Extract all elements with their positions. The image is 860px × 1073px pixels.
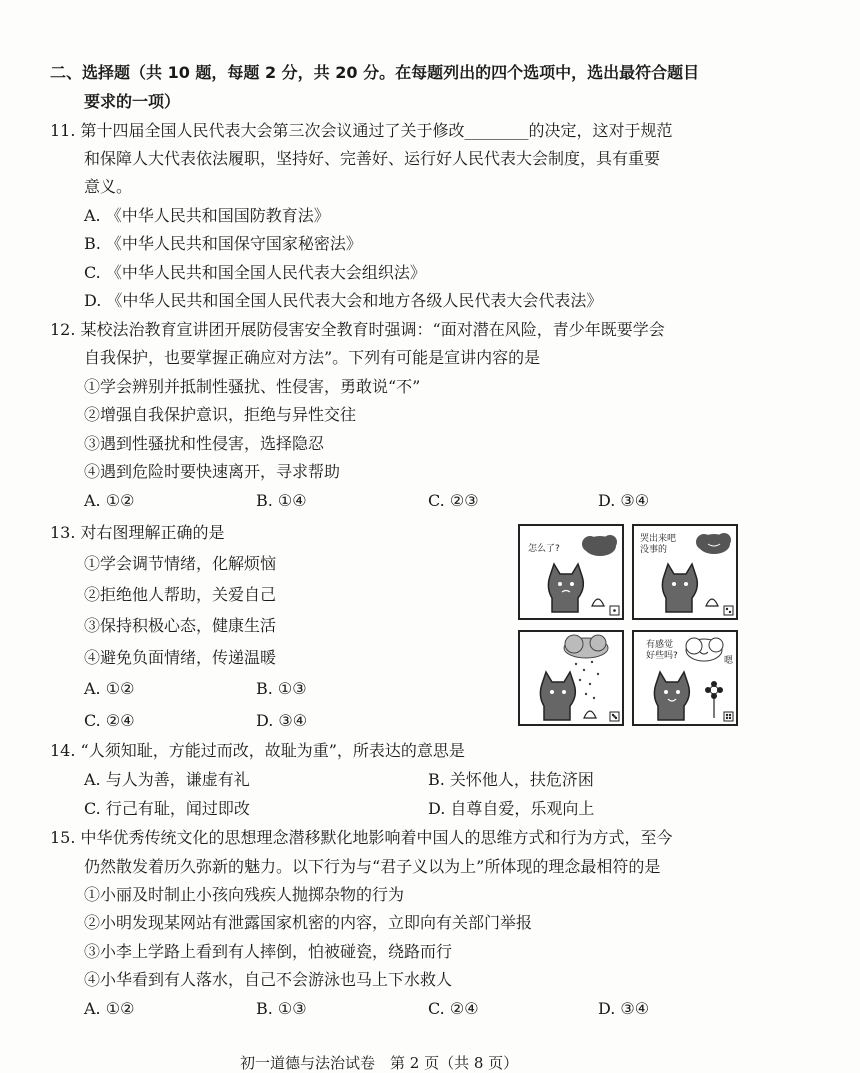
q13-stem: 13. 对右图理解正确的是 [50,523,225,542]
section-heading: 二、选择题（共 10 题，每题 2 分，共 20 分。在每题列出的四个选项中，选出最符合题目 [50,63,700,82]
q15-statement-4: ④小华看到有人落水，自己不会游泳也马上下水救人 [84,970,453,989]
q15-option-b[interactable]: B. ①③ [256,999,307,1018]
q13-statement-4: ④避免负面情绪，传递温暖 [84,648,277,667]
q12-option-b[interactable]: B. ①④ [256,491,307,510]
comic-panel-2 [632,524,738,620]
q14-option-d[interactable]: D. 自尊自爱，乐观向上 [428,799,595,818]
comic-speech-2b: 没事的 [640,545,668,555]
q11-stem-2: 和保障人大代表依法履职，坚持好、完善好、运行好人民代表大会制度，具有重要 [84,149,661,168]
cat-under-rain-cloud-icon [520,632,622,724]
q15-stem-2: 仍然散发着历久弥新的魅力。以下行为与“君子义以为上”所体现的理念最相符的是 [84,857,661,876]
q15-option-a[interactable]: A. ①② [84,999,135,1018]
q11-option-d[interactable]: D. 《中华人民共和国全国人民代表大会和地方各级人民代表大会代表法》 [84,291,603,310]
sad-cat-with-cloud-icon [520,526,622,618]
cat-with-smiling-cloud-icon [634,526,736,618]
q12-statement-2: ②增强自我保护意识，拒绝与异性交往 [84,405,357,424]
q12-stem-1: 12. 某校法治教育宣讲团开展防侵害安全教育时强调：“面对潜在风险，青少年既要学会 [50,320,665,339]
q15-option-c[interactable]: C. ②④ [428,999,479,1018]
q14-stem: 14. “人须知耻，方能过而改，故耻为重”，所表达的意思是 [50,741,465,760]
q13-option-d[interactable]: D. ③④ [256,711,308,730]
q14-option-a[interactable]: A. 与人为善，谦虚有礼 [84,770,250,789]
q13-option-a[interactable]: A. ①② [84,679,135,698]
q15-statement-2: ②小明发现某网站有泄露国家机密的内容，立即向有关部门举报 [84,913,533,932]
q13-option-c[interactable]: C. ②④ [84,711,135,730]
q15-option-d[interactable]: D. ③④ [598,999,650,1018]
q15-statement-3: ③小李上学路上看到有人摔倒，怕被碰瓷，绕路而行 [84,942,453,961]
q11-stem-1: 11. 第十四届全国人民代表大会第三次会议通过了关于修改________的决定，这对于规范 [50,121,673,140]
happy-cat-with-flower-icon [634,632,736,724]
comic-speech-2a: 哭出来吧 [640,534,677,544]
section-heading-cont: 要求的一项） [84,92,181,111]
q11-stem-3: 意义。 [84,177,133,196]
comic-figure [518,524,740,726]
q11-option-b[interactable]: B. 《中华人民共和国保守国家秘密法》 [84,234,362,253]
q12-option-a[interactable]: A. ①② [84,491,135,510]
comic-speech-1: 怎么了? [528,544,560,554]
comic-panel-1 [518,524,624,620]
comic-speech-4b: 好些吗? [646,651,678,661]
q14-option-b[interactable]: B. 关怀他人，扶危济困 [428,770,594,789]
q12-statement-4: ④遇到危险时要快速离开，寻求帮助 [84,462,341,481]
q11-option-c[interactable]: C. 《中华人民共和国全国人民代表大会组织法》 [84,263,426,282]
page-footer: 初一道德与法治试卷 第 2 页（共 8 页） [240,1054,519,1072]
comic-speech-4c: 嗯 [724,656,734,666]
q12-option-d[interactable]: D. ③④ [598,491,650,510]
q13-option-b[interactable]: B. ①③ [256,679,307,698]
q15-stem-1: 15. 中华优秀传统文化的思想理念潜移默化地影响着中国人的思维方式和行为方式，至今 [50,828,673,847]
q13-statement-3: ③保持积极心态，健康生活 [84,616,277,635]
q11-option-a[interactable]: A. 《中华人民共和国国防教育法》 [84,206,330,225]
comic-speech-4a: 有感觉 [646,640,674,650]
comic-panel-3 [518,630,624,726]
q12-statement-1: ①学会辨别并抵制性骚扰、性侵害，勇敢说“不” [84,377,421,396]
q12-stem-2: 自我保护，也要掌握正确应对方法”。下列有可能是宣讲内容的是 [84,348,541,367]
q13-statement-1: ①学会调节情绪，化解烦恼 [84,554,277,573]
comic-panel-4 [632,630,738,726]
q15-statement-1: ①小丽及时制止小孩向残疾人抛掷杂物的行为 [84,885,405,904]
q13-statement-2: ②拒绝他人帮助，关爱自己 [84,585,277,604]
q12-option-c[interactable]: C. ②③ [428,491,479,510]
q14-option-c[interactable]: C. 行己有耻，闻过即改 [84,799,250,818]
q12-statement-3: ③遇到性骚扰和性侵害，选择隐忍 [84,434,325,453]
